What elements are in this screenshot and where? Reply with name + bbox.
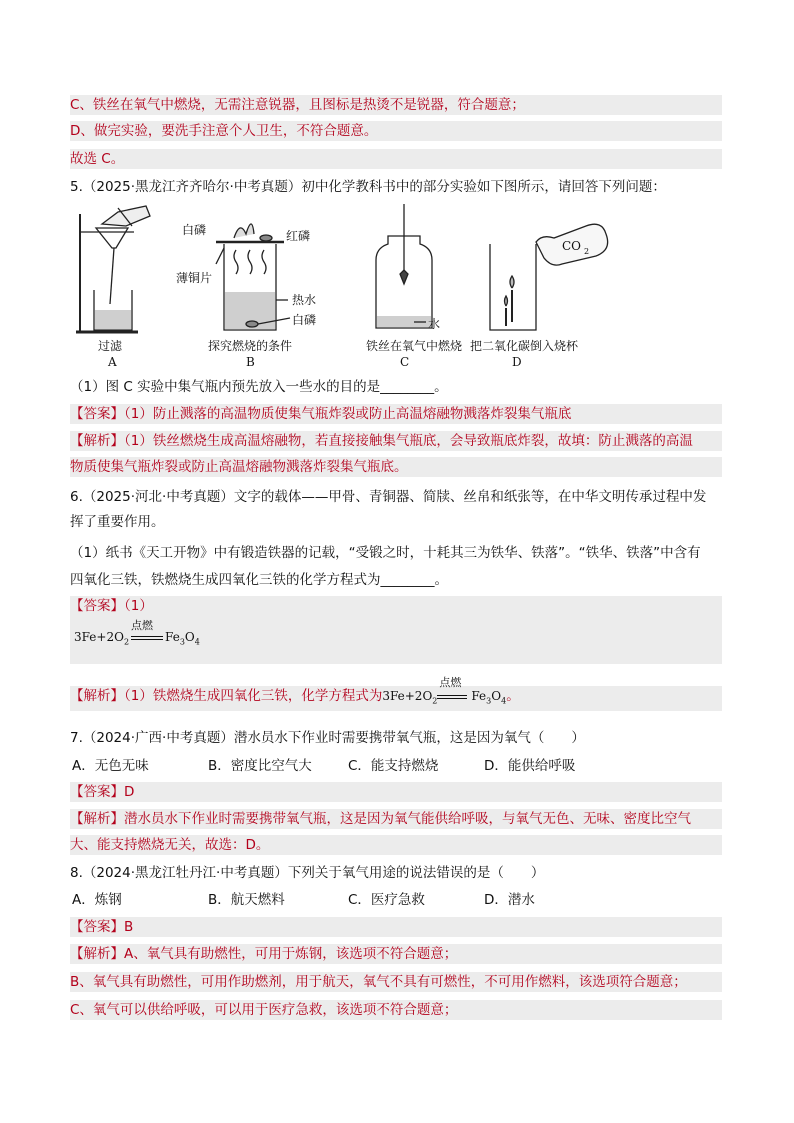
eq-o: O <box>184 630 195 644</box>
answer-tag: 【答案】 <box>70 406 124 422</box>
experiment-figure <box>66 204 626 374</box>
label-a: 过滤 <box>98 339 123 353</box>
letter-a: A <box>108 355 117 369</box>
explanation-tag: 【解析】 <box>70 688 124 704</box>
option-a: A．炼钢 <box>72 892 122 908</box>
eq-reactants: 3Fe+2O <box>382 689 433 703</box>
eq-product: Fe <box>165 630 180 644</box>
option-b: B．航天燃料 <box>208 892 285 908</box>
question-8: 8.（2024·黑龙江牡丹江·中考真题）下列关于氧气用途的说法错误的是（ ） <box>70 865 545 881</box>
explanation-7-cont: 大、能支持燃烧无关，故选：D。 <box>70 835 722 855</box>
answer-6 <box>70 596 722 616</box>
eq-sub: 3 <box>179 637 185 647</box>
answer-text: （1） <box>124 598 153 614</box>
explanation-tag: 【解析】 <box>70 811 124 827</box>
explanation-tag: 【解析】 <box>70 433 124 449</box>
label-d-co2-subscript: 2 <box>584 247 590 256</box>
eq-o: O <box>491 689 502 703</box>
option-c: C．能支持燃烧 <box>348 758 439 774</box>
eq-sub: 3 <box>486 696 492 706</box>
letter-d: D <box>512 355 522 369</box>
label-d: 把二氧化碳倒入烧杯 <box>470 339 579 353</box>
eq-sub: 2 <box>123 637 130 647</box>
answer-5 <box>70 404 722 424</box>
explanation-6 <box>70 676 722 711</box>
answer-tag: 【答案】 <box>70 919 124 935</box>
answer-tag: 【答案】 <box>70 598 124 614</box>
explanation-7 <box>70 809 722 829</box>
question-6-part-1: （1）纸书《天工开物》中有锻造铁器的记载，“受锻之时，十耗其三为铁华、铁落”。“铁华、铁落”中含有 <box>70 545 701 561</box>
question-6-cont: 挥了重要作用。 <box>70 514 165 530</box>
eq-condition: 点燃 <box>131 619 154 632</box>
apparatus-b-combustion <box>216 224 290 330</box>
option-c: C．医疗急救 <box>348 892 425 908</box>
option-d: D．潜水 <box>484 892 535 908</box>
explanation-8-b: B、氧气具有助燃性，可用作助燃剂，用于航天，氧气不具有可燃性，不可用作燃料，该选项符合题意； <box>70 972 722 992</box>
answer-text: B <box>124 919 134 935</box>
eq-sub: 2 <box>432 696 438 706</box>
explanation-line: 故选 C。 <box>70 149 722 169</box>
explanation-line: D、做完实验，要洗手注意个人卫生，不符合题意。 <box>70 121 722 141</box>
explanation-text: （1）铁燃烧生成四氧化三铁，化学方程式为 <box>124 688 383 704</box>
label-b-hot-water: 热水 <box>292 293 317 307</box>
label-b-copper-sheet: 薄铜片 <box>176 271 213 285</box>
explanation-8-c: C、氧气可以供给呼吸，可以用于医疗急救，该选项不符合题意； <box>70 1000 722 1020</box>
eq-condition: 点燃 <box>439 676 462 689</box>
question-6: 6.（2025·河北·中考真题）文字的载体——甲骨、青铜器、简牍、丝帛和纸张等，在中华文明传承过程中发 <box>70 489 707 505</box>
answer-tag: 【答案】 <box>70 784 124 800</box>
answer-6-equation <box>74 619 200 647</box>
label-c: 铁丝在氧气中燃烧 <box>366 339 463 353</box>
label-b: 探究燃烧的条件 <box>208 339 293 353</box>
question-7: 7.（2024·广西·中考真题）潜水员水下作业时需要携带氧气瓶，这是因为氧气（ ） <box>70 730 585 746</box>
apparatus-c-iron-burning <box>376 204 432 328</box>
answer-text: D <box>124 784 135 800</box>
eq-sub: 4 <box>501 696 507 706</box>
explanation-text: 潜水员水下作业时需要携带氧气瓶，这是因为氧气能供给呼吸，与氧气无色、无味、密度比空气 <box>124 811 691 827</box>
explanation-text: A、氧气具有助燃性，可用于炼钢，该选项不符合题意； <box>124 946 458 962</box>
explanation-line: C、铁丝在氧气中燃烧，无需注意锐器，且图标是热烫不是锐器，符合题意； <box>70 95 722 115</box>
answer-8 <box>70 917 722 937</box>
apparatus-d-co2-pouring <box>490 224 608 330</box>
label-d-co2: CO <box>562 239 582 253</box>
letter-c: C <box>400 355 410 369</box>
explanation-5 <box>70 431 722 451</box>
explanation-end: 。 <box>506 688 520 704</box>
question-5-part-1: （1）图 C 实验中集气瓶内预先放入一些水的目的是________。 <box>70 379 448 395</box>
explanation-5-cont: 物质使集气瓶炸裂或防止高温熔融物溅落炸裂集气瓶底。 <box>70 457 722 477</box>
label-c-water: 水 <box>428 317 441 331</box>
explanation-8 <box>70 944 722 964</box>
eq-product: Fe <box>471 689 487 703</box>
answer-text: （1）防止溅落的高温物质使集气瓶炸裂或防止高温熔融物溅落炸裂集气瓶底 <box>124 406 572 422</box>
label-b-white-phosphorus-top: 白磷 <box>182 223 207 237</box>
apparatus-a-filtration <box>76 206 150 332</box>
label-b-white-phosphorus-bottom: 白磷 <box>292 313 317 327</box>
option-d: D．能供给呼吸 <box>484 758 576 774</box>
label-b-red-phosphorus: 红磷 <box>286 229 311 243</box>
explanation-6-equation <box>382 676 507 706</box>
explanation-tag: 【解析】 <box>70 946 124 962</box>
letter-b: B <box>246 355 255 369</box>
explanation-text: （1）铁丝燃烧生成高温熔融物，若直接接触集气瓶底，会导致瓶底炸裂，故填：防止溅落的高温 <box>124 433 693 449</box>
option-b: B．密度比空气大 <box>208 758 312 774</box>
answer-7 <box>70 782 722 802</box>
question-6-part-1-cont: 四氧化三铁，铁燃烧生成四氧化三铁的化学方程式为________。 <box>70 572 448 588</box>
eq-sub: 4 <box>194 637 200 647</box>
option-a: A．无色无味 <box>72 758 149 774</box>
question-5: 5.（2025·黑龙江齐齐哈尔·中考真题）初中化学教科书中的部分实验如下图所示，请回答下列问题： <box>70 179 666 195</box>
eq-reactants: 3Fe+2O <box>74 630 124 644</box>
